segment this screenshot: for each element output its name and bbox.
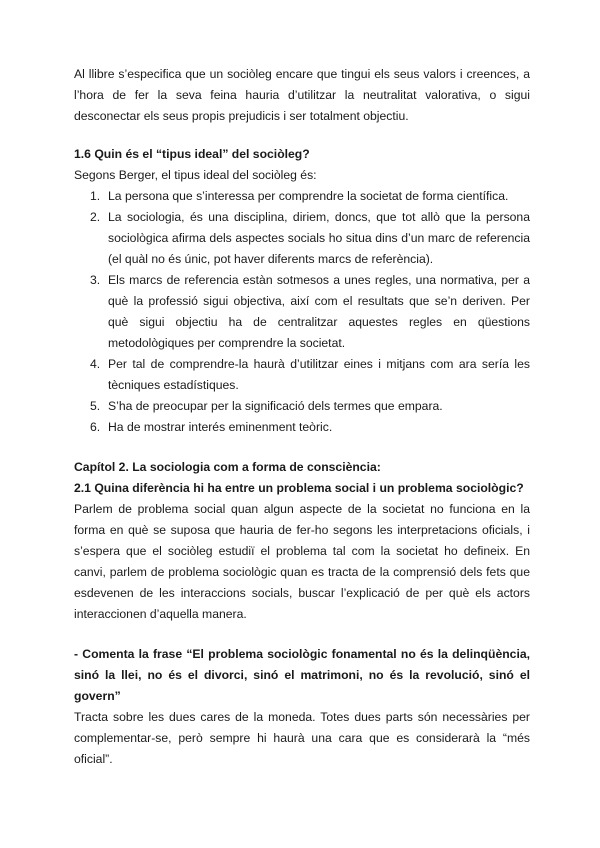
list-item: 2. La sociologia, és una disciplina, diriem, doncs, que tot allò que la persona sociològica afirma dels aspectes socials ho situa dins d’un marc de referencia (el quàl no és únic, pot haver diferents marcs de referència).	[90, 210, 530, 266]
list-item: 5. S’ha de preocupar per la significació dels termes que empara.	[90, 399, 443, 413]
document-page	[74, 64, 530, 770]
intro-paragraph: Al llibre s’especifica que un sociòleg encare que tingui els seus valors i creences, a l’hora de fer la seva feina hauria d’utilitzar la neutralitat valorativa, o sigui desconectar els seus propis prejudicis i ser totalment objectiu.	[74, 67, 530, 123]
comenta-prompt: - Comenta la frase “El problema sociològic fonamental no és la delinqüència, sinó la llei, no és el divorci, sinó el matrimoni, no és la revolució, sinó el govern”	[74, 647, 530, 703]
list-item: 1. La persona que s’interessa per comprendre la societat de forma científica.	[90, 189, 509, 203]
ideal-type-list	[74, 186, 530, 438]
question-2-1: 2.1 Quina diferència hi ha entre un problema social i un problema sociològic?	[74, 481, 524, 495]
answer-2-1: Parlem de problema social quan algun aspecte de la societat no funciona en la forma en què se suposa que hauria de fer-ho segons les interpretacions oficials, i s’espera que el sociòleg estudiï el problema tal com la societat ho defineix. En canvi, parlem de problema sociològic quan es tracta de la comprensió dels fets que esdevenen de les interaccions socials, buscar l’explicació de per què els actors interaccionen d’aquella manera.	[74, 502, 530, 621]
section-1-6-lead: Segons Berger, el tipus ideal del sociòleg és:	[74, 168, 317, 182]
chapter-2-title: Capítol 2. La sociologia com a forma de consciència:	[74, 460, 381, 474]
list-item: 6. Ha de mostrar interés eminenment teòric.	[90, 420, 333, 434]
list-item: 3. Els marcs de referencia estàn sotmesos a unes regles, una normativa, per a què la professió sigui objectiva, així com el resultats que se’n deriven. Per què sigui objectiu ha de centralitzar aquestes regles en qüestions metodològiques per comprendre la societat.	[90, 273, 530, 350]
section-1-6-heading: 1.6 Quin és el “tipus ideal” del sociòleg?	[74, 147, 310, 161]
list-item: 4. Per tal de comprendre-la haurà d’utilitzar eines i mitjans com ara sería les tècniques estadístiques.	[90, 357, 530, 392]
comenta-answer: Tracta sobre les dues cares de la moneda. Totes dues parts són necessàries per complementar-se, però sempre hi haurà una cara que es considerarà la “més oficial”.	[74, 710, 530, 766]
